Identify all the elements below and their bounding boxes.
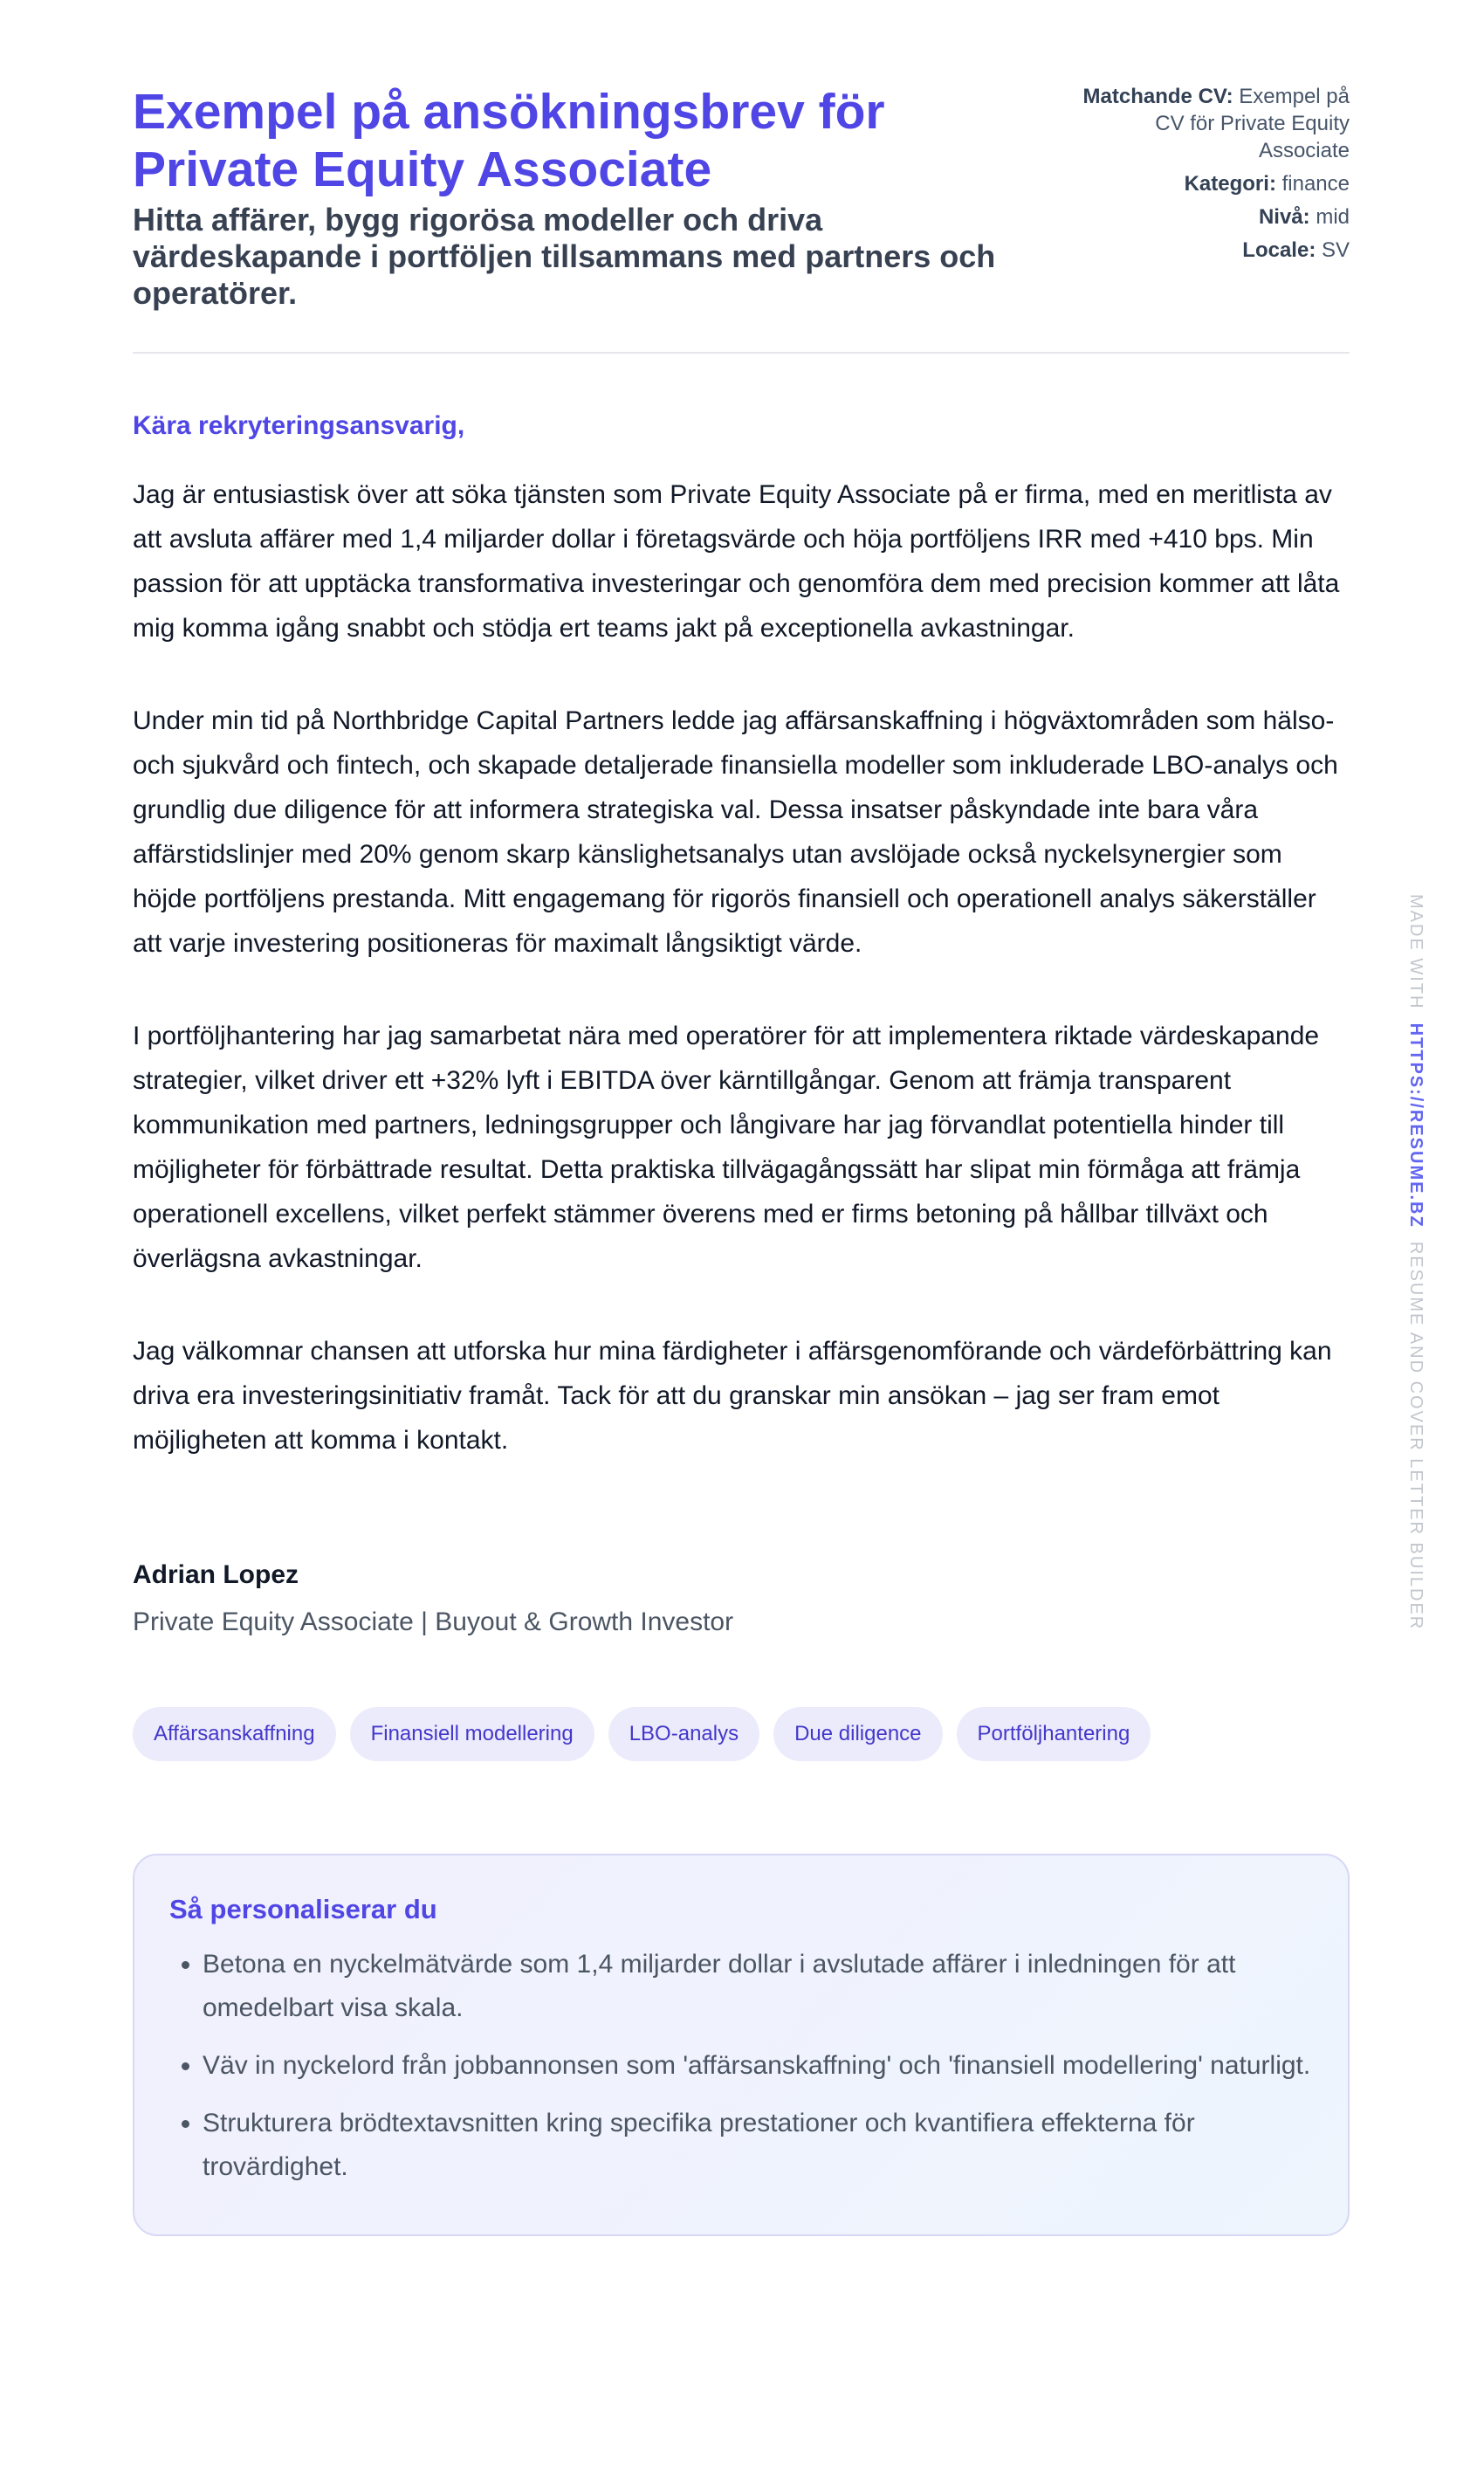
tip-item: • Väv in nyckelord från jobbannonsen som 'affärsanskaffning' och 'finansiell modellering' naturligt. [203, 2044, 1313, 2088]
meta-cv [1061, 83, 1350, 164]
tip-item: • Betona en nyckelmätvärde som 1,4 miljarder dollar i avslutade affärer i inledningen för att omedelbart visa skala. [203, 1943, 1313, 2030]
meta-level [1061, 203, 1350, 231]
skill-tags [133, 1707, 1350, 1761]
skill-tag: Portföljhantering [957, 1707, 1151, 1761]
watermark-link[interactable]: HTTPS://RESUME.BZ [1406, 1022, 1426, 1229]
meta-level-label: Nivå: [1258, 205, 1310, 229]
watermark [1405, 894, 1426, 1630]
signature-name: Adrian Lopez [133, 1560, 299, 1589]
signature-role: Private Equity Associate | Buyout & Growth Investor [133, 1607, 734, 1636]
letter-paragraph: Under min tid på Northbridge Capital Partners ledde jag affärsanskaffning i högväxtområden som hälso- och sjukvård och fintech, och skapade detaljerade finansiella modeller som inkluderade LBO-analys och grundlig due diligence för att informera strategiska val. Dessa insatser påskyndade inte bara våra affärstidslinjer med 20% genom skarp känslighetsanalys utan avslöjade också nyckelsynergier som höjde portföljens prestanda. Mitt engagemang för rigorös finansiell och operationell analys säkerställer att varje investering positioneras för maximalt långsiktigt värde. [133, 706, 1338, 958]
letter-paragraph: Jag är entusiastisk över att söka tjänsten som Private Equity Associate på er firma, med en meritlista av att avsluta affärer med 1,4 miljarder dollar i företagsvärde och höja portföljens IRR med +410 bps. Min passion för att upptäcka transformativa investeringar och genomföra dem med precision kommer att låta mig komma igång snabbt och stödja ert teams jakt på exceptionella avkastningar. [133, 480, 1340, 643]
meta-locale-label: Locale: [1242, 238, 1316, 262]
page-title: Exempel på ansökningsbrev för Private Equity Associate [133, 84, 885, 197]
skill-tag: Affärsanskaffning [133, 1707, 336, 1761]
meta-cv-value[interactable]: Exempel på CV för Private Equity Associate [1155, 85, 1350, 162]
tip-item: • Strukturera brödtextavsnitten kring specifika prestationer och kvantifiera effekterna för trovärdighet. [203, 2102, 1313, 2189]
meta-info [1061, 83, 1350, 270]
meta-locale-value: SV [1321, 238, 1350, 262]
title-block [133, 83, 1014, 312]
skill-tag: Finansiell modellering [350, 1707, 594, 1761]
letter-paragraph: I portföljhantering har jag samarbetat nära med operatörer för att implementera riktade värdeskapande strategier, vilket driver ett +32% lyft i EBITDA över kärntillgångar. Genom att främja transparent kommunikation med partners, ledningsgrupper och långivare har jag förvandlat potentiella hinder till möjligheter för förbättrade resultat. Detta praktiska tillvägagångssätt har slipat min förmåga att främja operationell excellens, vilket perfekt stämmer överens med er firms betoning på hållbar tillväxt och överlägsna avkastningar. [133, 1022, 1320, 1273]
cover-letter-page [133, 83, 1350, 2236]
tips-title: Så personaliserar du [169, 1894, 437, 1924]
meta-cv-label: Matchande CV: [1082, 85, 1233, 108]
personalization-tips [133, 1854, 1350, 2236]
letter-paragraph: Jag välkomnar chansen att utforska hur mina färdigheter i affärsgenomförande och värdeförbättring kan driva era investeringsinitiativ framåt. Tack för att du granskar min ansökan – jag ser fram emot möjligheten att komma i kontakt. [133, 1337, 1332, 1455]
watermark-prefix: MADE WITH [1406, 894, 1426, 1010]
meta-category-value: finance [1281, 172, 1350, 196]
header [133, 83, 1350, 354]
page-subtitle: Hitta affärer, bygg rigorösa modeller och driva värdeskapande i portföljen tillsammans med partners och operatörer. [133, 202, 996, 311]
meta-category-label: Kategori: [1184, 172, 1276, 196]
skill-tag: LBO-analys [608, 1707, 759, 1761]
greeting: Kära rekryteringsansvarig, [133, 411, 465, 440]
meta-level-value: mid [1316, 205, 1350, 229]
tips-list [169, 1943, 1313, 2189]
watermark-suffix: RESUME AND COVER LETTER BUILDER [1406, 1241, 1426, 1631]
meta-locale [1061, 237, 1350, 264]
meta-category [1061, 170, 1350, 197]
skill-tag: Due diligence [773, 1707, 942, 1761]
